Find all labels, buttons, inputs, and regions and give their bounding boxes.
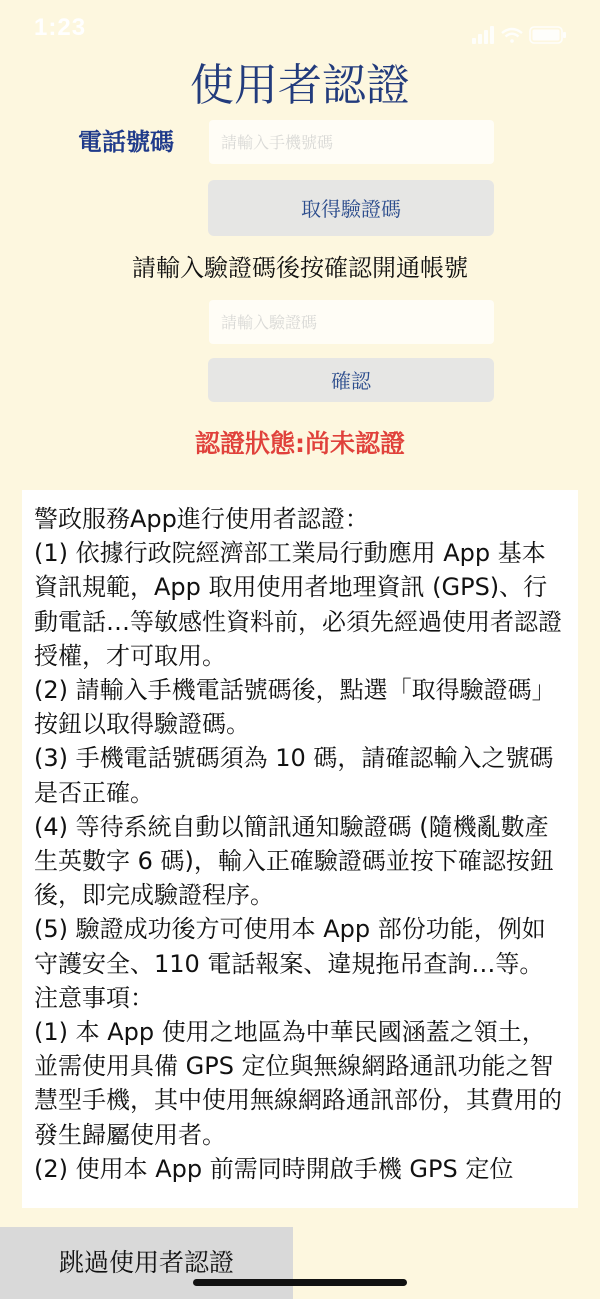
skip-auth-button[interactable]: 跳過使用者認證 [0,1227,293,1299]
phone-label: 電話號碼 [78,128,174,156]
signal-icon [472,26,494,44]
terms-text: 警政服務App進行使用者認證： (1) 依據行政院經濟部工業局行動應用 App 基本資訊規範，App 取用使用者地理資訊 (GPS)、行動電話…等敏感性資料前，必須先經過使用者認證授權，才可取用。 (2) 請輸入手機電話號碼後，點選「取得驗證碼」按鈕以取得驗證碼。 (3) 手機電話號碼須為 10 碼，請確認輸入之號碼是否正確。 (4) 等待系統自動以簡訊通知驗證碼 (隨機亂數產生英數字 6 碼)，輸入正確驗證碼並按下確認按鈕後，即完成驗證程序。 (5) 驗證成功後方可使用本 App 部份功能，例如守護安全、110 電話報案、違規拖吊查詢…等。 注意事項： (1) 本 App 使用之地區為中華民國涵蓋之領土，並需使用具備 GPS 定位與無線網路通訊功能之智慧型手機，其中使用無線網路通訊部份，其費用的發生歸屬使用者。 (2) 使用本 App 前需同時開啟手機 GPS 定位 [34,505,562,1183]
confirm-button[interactable]: 確認 [208,358,494,402]
battery-icon [530,27,566,43]
phone-input[interactable] [209,120,494,164]
auth-status: 認證狀態:尚未認證 [195,429,405,458]
home-indicator[interactable] [193,1279,407,1286]
get-code-button[interactable]: 取得驗證碼 [208,180,494,236]
status-bar [0,0,600,60]
terms-panel[interactable] [22,490,578,1208]
verify-instruction: 請輸入驗證碼後按確認開通帳號 [132,254,468,282]
wifi-icon [502,29,522,43]
page-title: 使用者認證 [190,60,410,111]
status-time: 1:23 [34,14,87,41]
status-icons [472,24,568,46]
verification-code-input[interactable] [209,300,494,344]
